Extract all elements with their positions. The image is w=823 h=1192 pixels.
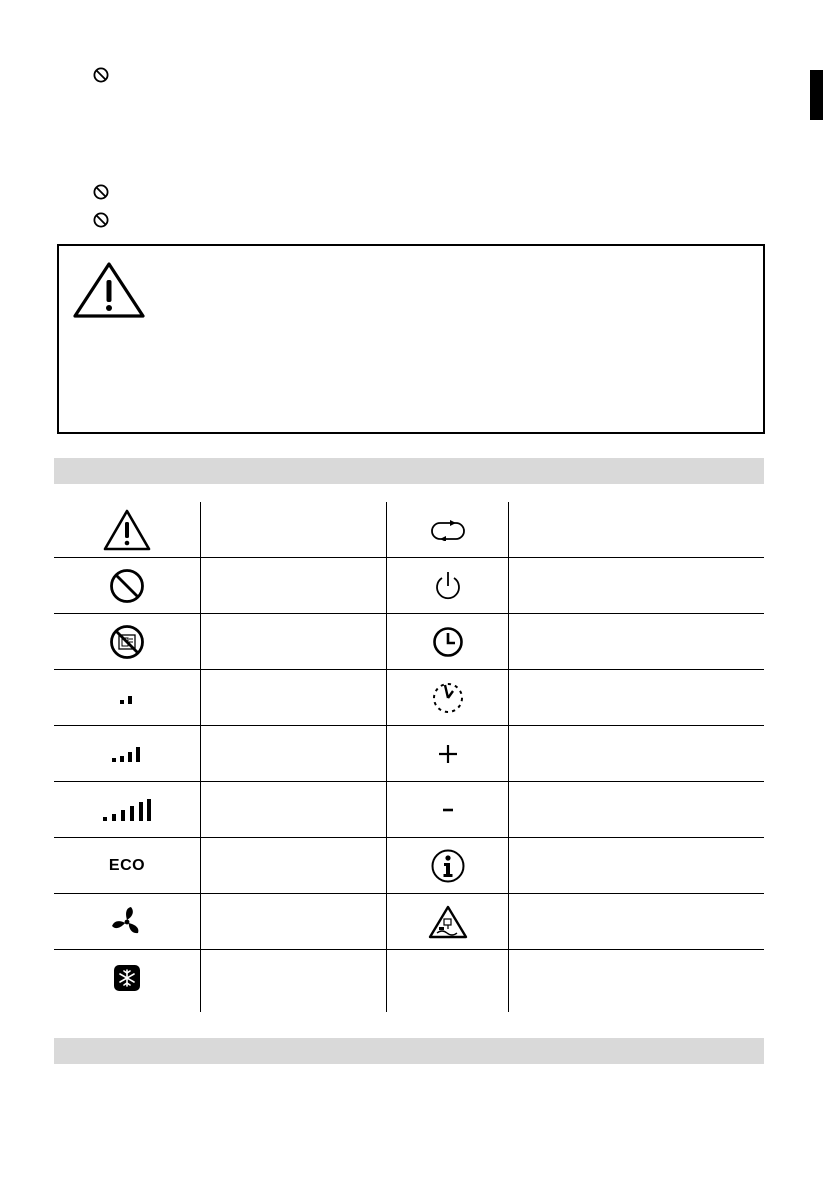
table-row: [54, 614, 764, 670]
symbol-description: [208, 950, 383, 1006]
table-row: [54, 502, 764, 558]
table-row: [54, 838, 764, 894]
info-icon: [430, 848, 466, 884]
symbol-description: [208, 614, 383, 670]
fan-speed-medium-icon: [110, 744, 144, 764]
prohibited-icon: [109, 568, 145, 604]
plus-icon: [437, 743, 459, 765]
symbol-description: [516, 614, 760, 670]
table-row: [54, 558, 764, 614]
symbol-description: [516, 950, 760, 1006]
table-row: [54, 950, 764, 1006]
table-row: [54, 670, 764, 726]
symbol-description: [208, 894, 383, 950]
language-tab-marker: [810, 70, 823, 120]
cool-mode-icon: [112, 963, 142, 993]
table-row: [54, 782, 764, 838]
timer-icon: [430, 680, 466, 716]
prohibited-icon: [93, 184, 109, 200]
warning-triangle-icon: [102, 508, 152, 552]
fan-speed-low-icon: [117, 690, 137, 706]
symbol-description: [208, 838, 383, 894]
symbol-description: [208, 726, 383, 782]
symbol-description: [516, 894, 760, 950]
minus-icon: [441, 803, 455, 817]
drain-water-icon: [428, 905, 468, 939]
section-header-bar: [54, 458, 764, 484]
clock-icon: [432, 626, 464, 658]
symbol-description: [208, 782, 383, 838]
symbol-description: [516, 726, 760, 782]
swing-icon: [426, 519, 470, 541]
symbol-description: [516, 558, 760, 614]
symbol-description: [208, 502, 383, 558]
symbol-description: [516, 782, 760, 838]
power-icon: [433, 570, 463, 602]
warning-box: [57, 244, 765, 434]
symbol-description: [208, 670, 383, 726]
section-header-bar: [54, 1038, 764, 1064]
prohibited-icon: [93, 212, 109, 228]
prohibited-icon: [93, 67, 109, 83]
table-row: [54, 726, 764, 782]
do-not-cover-icon: [109, 624, 145, 660]
symbol-description: [516, 670, 760, 726]
eco-icon: ECO: [108, 857, 146, 874]
symbol-description: [516, 502, 760, 558]
fan-mode-icon: [110, 905, 144, 939]
fan-speed-high-icon: [101, 797, 153, 823]
symbol-description: [516, 838, 760, 894]
symbol-description: [208, 558, 383, 614]
table-row: [54, 894, 764, 950]
warning-triangle-icon: [71, 260, 147, 320]
